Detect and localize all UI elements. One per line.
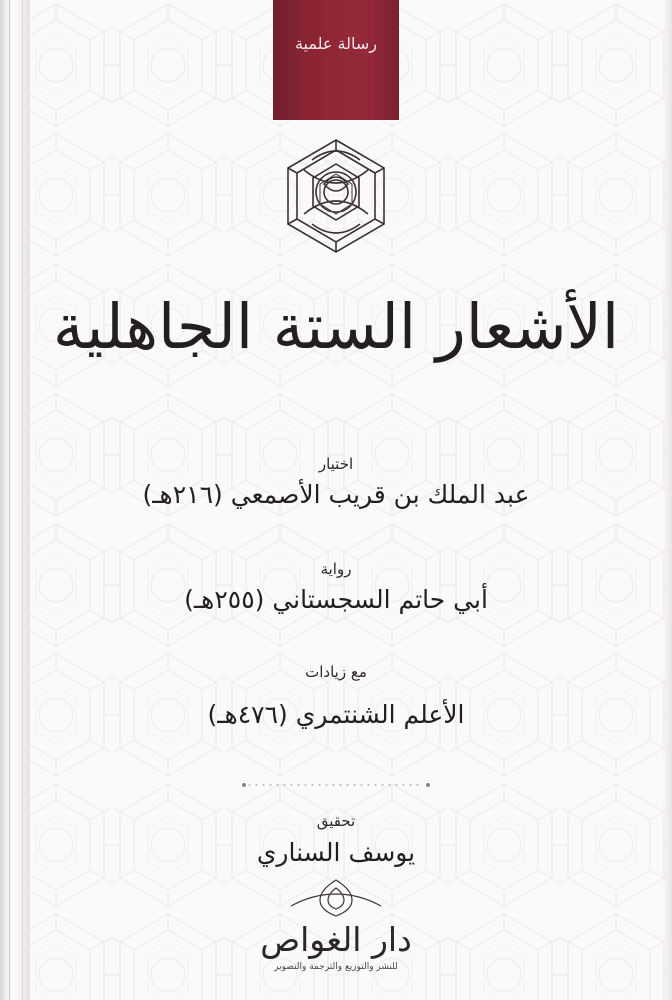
book-title: الأشعار الستة الجاهلية xyxy=(52,290,620,363)
dotted-divider xyxy=(241,782,431,788)
publisher-subtitle: للنشر والتوزيع والترجمة والتصوير xyxy=(274,962,398,972)
narration-label: رواية xyxy=(320,560,352,578)
book-spine xyxy=(0,0,30,1000)
verification-label: تحقيق xyxy=(316,812,356,830)
narrator-name: أبي حاتم السجستاني (٢٥٥هـ) xyxy=(184,585,488,614)
selection-label: اختيار xyxy=(318,455,354,473)
publisher-name: دار الغواص xyxy=(260,919,412,959)
publisher-block xyxy=(0,876,672,972)
band-label: رسالة علمية xyxy=(294,34,378,53)
commentator-name: الأعلم الشنتمري (٤٧٦هـ) xyxy=(207,700,465,729)
author-name: عبد الملك بن قريب الأصمعي (٢١٦هـ) xyxy=(142,480,530,509)
top-band xyxy=(273,0,399,120)
additions-label: مع زيادات xyxy=(305,663,367,681)
medallion-ornament xyxy=(246,110,426,290)
publisher-logo-icon xyxy=(231,876,441,920)
editor-name: يوسف السناري xyxy=(256,838,416,867)
